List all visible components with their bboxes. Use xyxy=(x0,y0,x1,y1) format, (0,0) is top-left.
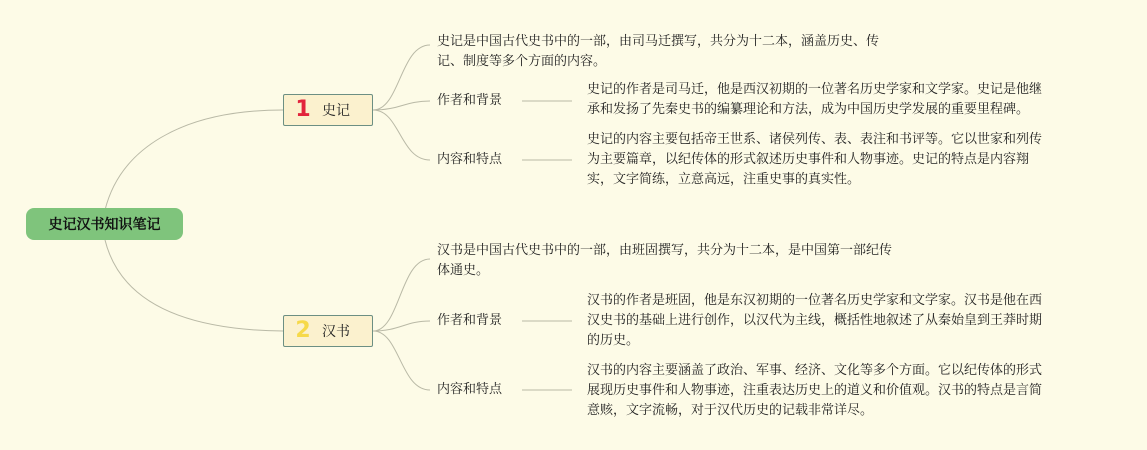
detail-line: 展现历史事件和人物事迹，注重表达历史上的道义和价值观。汉书的特点是言简 xyxy=(587,383,1043,398)
detail-line: 汉史书的基础上进行创作，以汉代为主线，概括性地叙述了从秦始皇到王莽时期 xyxy=(587,313,1043,328)
root-label: 史记汉书知识笔记 xyxy=(48,217,161,233)
topic-summary-hanshu xyxy=(437,241,917,281)
topic-summary-shiji xyxy=(437,32,917,72)
summary-line: 体通史。 xyxy=(437,263,490,278)
detail-line: 汉书的作者是班固，他是东汉初期的一位著名历史学家和文学家。汉书是他在西 xyxy=(587,293,1043,308)
connector-hanshu-to-summary xyxy=(373,259,430,331)
topic-label: 汉书 xyxy=(322,324,350,340)
detail-hanshu-content xyxy=(587,361,1087,421)
branch-label-hanshu-content[interactable]: 内容和特点 xyxy=(437,382,503,397)
detail-line: 意赅，文字流畅，对于汉代历史的记载非常详尽。 xyxy=(587,403,874,418)
connector-hanshu-to-content xyxy=(373,331,430,390)
topic-node-shiji[interactable] xyxy=(283,94,373,126)
detail-hanshu-author xyxy=(587,291,1087,351)
branch-label-shiji-author[interactable]: 作者和背景 xyxy=(437,93,503,108)
number-2-icon: 2 xyxy=(295,318,311,343)
summary-line: 汉书是中国古代史书中的一部，由班固撰写，共分为十二本，是中国第一部纪传 xyxy=(437,243,893,258)
detail-line: 为主要篇章，以纪传体的形式叙述历史事件和人物事迹。史记的特点是内容翔 xyxy=(587,152,1030,167)
branch-label-hanshu-author[interactable]: 作者和背景 xyxy=(437,313,503,328)
connector-hanshu-to-author xyxy=(373,321,430,331)
number-1-icon: 1 xyxy=(295,97,311,122)
connector-root-to-hanshu xyxy=(105,240,283,331)
summary-line: 记、制度等多个方面的内容。 xyxy=(437,54,607,69)
connector-shiji-to-summary xyxy=(373,45,430,110)
detail-line: 史记的内容主要包括帝王世系、诸侯列传、表、表注和书评等。它以世家和列传 xyxy=(587,132,1043,147)
detail-shiji-content xyxy=(587,130,1087,190)
detail-line: 实，文字简练，立意高远，注重史事的真实性。 xyxy=(587,172,861,187)
detail-line: 承和发扬了先秦史书的编纂理论和方法，成为中国历史学发展的重要里程碑。 xyxy=(587,102,1030,117)
detail-shiji-author xyxy=(587,80,1087,120)
branch-label-shiji-content[interactable]: 内容和特点 xyxy=(437,152,503,167)
connector-shiji-to-author xyxy=(373,101,430,110)
detail-line: 的历史。 xyxy=(587,333,640,348)
detail-line: 史记的作者是司马迁，他是西汉初期的一位著名历史学家和文学家。史记是他继 xyxy=(587,82,1043,97)
connector-root-to-shiji xyxy=(105,110,283,210)
detail-line: 汉书的内容主要涵盖了政治、军事、经济、文化等多个方面。它以纪传体的形式 xyxy=(587,363,1043,378)
root-node[interactable] xyxy=(26,208,183,240)
topic-label: 史记 xyxy=(322,103,350,119)
connector-shiji-to-content xyxy=(373,110,430,160)
topic-node-hanshu[interactable] xyxy=(283,315,373,347)
summary-line: 史记是中国古代史书中的一部，由司马迁撰写，共分为十二本，涵盖历史、传 xyxy=(437,34,880,49)
